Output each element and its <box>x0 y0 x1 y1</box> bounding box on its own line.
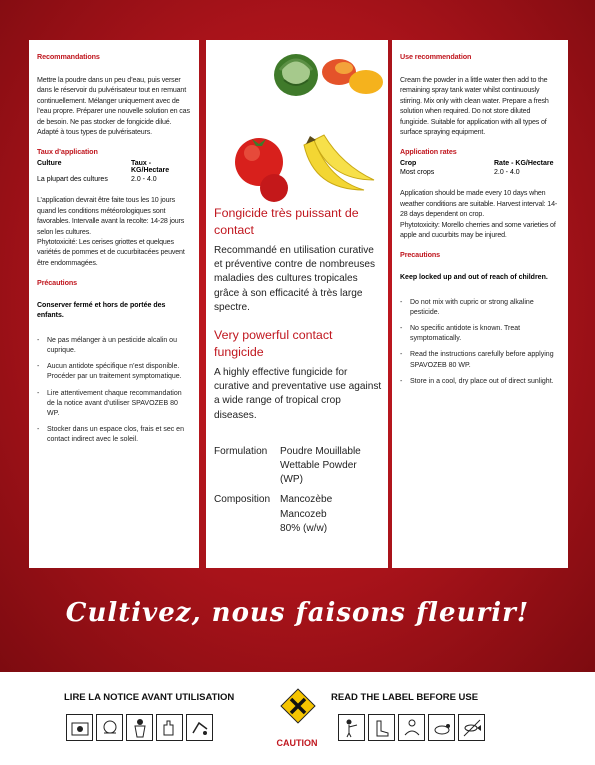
rates-crop: Most crops <box>400 169 435 177</box>
rates-title: Application rates <box>400 147 457 157</box>
formulation-row <box>214 445 382 488</box>
composition-value-en: Mancozeb <box>280 508 327 520</box>
product-description-panel <box>206 40 388 568</box>
rates-header <box>400 160 560 167</box>
rates-value: 2.0 - 4.0 <box>494 169 520 177</box>
harmful-fish-icon <box>458 714 485 741</box>
caution-label: CAUTION <box>276 738 318 748</box>
banana-icon <box>304 135 374 190</box>
composition-value-fr: Mancozèbe <box>280 494 333 506</box>
safety-strip <box>0 672 595 765</box>
formulation-value: Poudre Mouillable Wettable Powder (WP) <box>280 445 361 486</box>
protective-suit-icon <box>126 714 153 741</box>
english-headline: Very powerful contact fungicide <box>214 328 333 359</box>
precautions-list <box>400 298 560 387</box>
precautions-title: Précautions <box>37 278 78 288</box>
application-text: Application should be made every 10 days when weather conditions are suitable. Harvest interval: 14-28 days dependent on crop. <box>400 189 558 219</box>
list-item: - Aucun antidote spécifique n’est disponible. Procéder par un traitement symptomatique. <box>37 362 191 382</box>
recommendations-text: Mettre la poudre dans un peu d’eau, puis verser dans le réservoir du pulvérisateur tout en remuant continuellement. Mélanger uniquement avec de l’eau propre. Préparer une nouvelle solution en cas de besoin. Ne pas stocker de fongicide dilué. Adapté à tous types de pulvérisateurs. <box>37 76 190 137</box>
recommendations-title: Recommandations <box>37 52 100 61</box>
list-item: - Ne pas mélanger à un pesticide alcalin ou cuprique. <box>37 336 191 356</box>
list-item: - Stocker dans un espace clos, frais et sec en contact indirect avec le soleil. <box>37 425 191 445</box>
rates-header-crop: Culture <box>37 160 62 168</box>
precautions-lead: Keep locked up and out of reach of children. <box>400 274 548 282</box>
english-instructions-panel <box>392 40 568 568</box>
store-locked-icon <box>66 714 93 741</box>
face-shield-icon <box>96 714 123 741</box>
rates-title: Taux d’application <box>37 147 98 157</box>
list-item: - No specific antidote is known. Treat symptomatically. <box>400 324 560 344</box>
use-recommendation-text: Cream the powder in a little water then add to the remaining spray tank water whilst continuously stirring. Mix only with clean water. Prepare a fresh solution when required. Do not store diluted fungicide. Suitable for application with all types of surface spraying equipment. <box>400 76 549 137</box>
precautions-list <box>37 336 191 446</box>
safety-pictograms-right <box>338 714 485 741</box>
precautions-lead: Conserver fermé et hors de portée des enfants. <box>37 302 166 320</box>
wash-hands-icon <box>398 714 425 741</box>
rates-header-crop: Crop <box>400 160 417 168</box>
fruit-image <box>214 40 382 205</box>
list-item: - Lire attentivement chaque recommandation de la notice avant d’utiliser SPAVOZEB 80 WP. <box>37 389 191 420</box>
read-notice-label-fr: LIRE LA NOTICE AVANT UTILISATION <box>64 692 235 703</box>
composition-values <box>280 493 382 536</box>
safety-pictograms-left <box>66 714 213 741</box>
english-description: A highly effective fungicide for curative and preventative use against a wide range of tropical crop diseases. <box>214 367 382 421</box>
boots-icon <box>368 714 395 741</box>
formulation-label: Formulation <box>214 445 268 457</box>
caution-hazard-icon <box>280 688 316 729</box>
composition-row <box>214 493 382 536</box>
use-recommendation-title: Use recommendation <box>400 52 472 61</box>
lemon-icon <box>349 70 383 94</box>
phytotoxicity-text: Phytotoxicité: Les cerises griottes et quelques variétés de pommes et de cucurbitacées peuvent être endommagées. <box>37 238 185 267</box>
list-item: - Read the instructions carefully before applying SPAVOZEB 80 WP. <box>400 350 560 370</box>
cabbage-icon <box>274 54 318 96</box>
rates-header <box>37 160 191 174</box>
french-description: Recommandé en utilisation curative et préventive contre de nombreuses maladies des cultures tropicales grâce à son efficacité à très large spectre. <box>214 245 376 313</box>
phytotoxicity-text: Phytotoxicity: Morello cherries and some varieties of apple and cucurbits may be injured. <box>400 220 556 240</box>
french-headline: Fongicide très puissant de contact <box>214 206 359 237</box>
composition-label: Composition <box>214 494 271 506</box>
spraying-icon <box>338 714 365 741</box>
rates-header-rate: Rate - KG/Hectare <box>494 160 554 168</box>
list-item: - Store in a cool, dry place out of direct sunlight. <box>400 377 560 387</box>
rates-crop: La plupart des cultures <box>37 176 108 184</box>
rates-header-rate: Taux - KG/Hectare <box>131 160 170 175</box>
harmful-animals-icon <box>428 714 455 741</box>
gloves-icon <box>156 714 183 741</box>
composition-percentage: 80% (w/w) <box>280 522 328 534</box>
read-label-en: READ THE LABEL BEFORE USE <box>331 692 479 703</box>
rates-row <box>400 169 560 176</box>
application-text: L’application devrait être faite tous les 10 jours quand les conditions météorologiques sont favorables. Intervalle avant la recolte: 14-28 jours selon les cultures. <box>37 196 185 236</box>
tomato-icon <box>235 138 288 202</box>
french-instructions-panel <box>29 40 199 568</box>
handling-icon <box>186 714 213 741</box>
precautions-title: Precautions <box>400 250 441 260</box>
list-item: - Do not mix with cupric or strong alkaline pesticide. <box>400 298 560 318</box>
rates-value: 2.0 - 4.0 <box>131 176 157 184</box>
slogan: Cultivez, nous faisons fleurir! <box>65 598 530 628</box>
rates-row <box>37 176 191 183</box>
